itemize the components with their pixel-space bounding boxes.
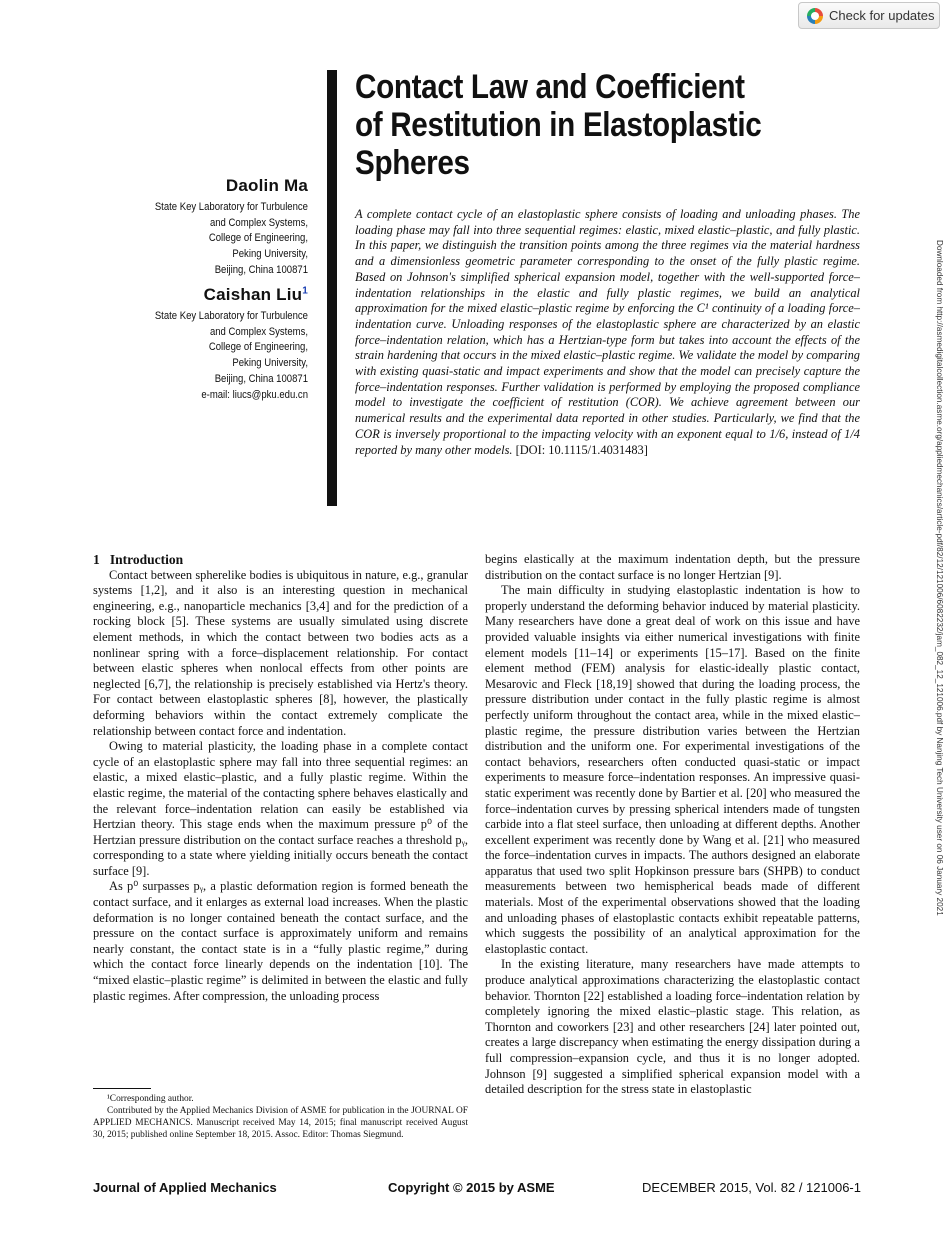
paragraph: The main difficulty in studying elastoplastic indentation is how to properly understand the deforming behavior induced by material plasticity. Many researchers have done a great deal of work on this issue and have provided valuable insights via either numerical investigations with finite element models [11–14] or experiments [15–17]. Based on the finite element method (FEM) analysis for elastic-ideally plastic contact, Mesarovic and Fleck [18,19] showed that during the loading process, the pressure distribution under contact in the fully plastic regime is almost perfectly uniform throughout the contact area, while in the mixed elastic–plastic regime, the pressure distribution varies between the Hertzian distribution and the uniform one. For experimental investigations of the contact behaviors, researchers often conducted quasi-static or impact experiments to measure force–indentation responses. An impressive quasi-static experiment was recently done by Bartier et al. [20] who measured the force–indentation curves by pressing spherical intenders made of tungsten carbide into a flat steel surface, then unloading at different depths. Another excellent experiment was recently done by Wang et al. [21] who measured the force–indentation curves in impacts. The authors designed an elaborate apparatus that used two split Hopkinson pressure bars (SHPB) to conduct measurements between two hemispherical beads made of different materials. Most of the experimental observations showed that the loading and unloading phases of elastoplastic contacts exhibit repeatable patterns, which suggests the possibility of an analytical approximation for the elastoplastic contact. (485, 583, 860, 956)
paragraph: begins elastically at the maximum indentation depth, but the pressure distribution on the contact surface is no longer Hertzian [9]. (485, 552, 860, 582)
footer-journal: Journal of Applied Mechanics (93, 1180, 277, 1195)
title-line: Contact Law and Coefficient (355, 68, 745, 106)
check-for-updates-button[interactable] (798, 2, 940, 29)
paragraph: As p⁰ surpasses pᵧ, a plastic deformation region is formed beneath the contact surface, and it enlarges as external load increases. When the plastic deformation is no longer contained beneath the contact surface, and the pressure on the contact surface is approximately uniform and remains nearly constant, the contact state is in a “fully plastic regime,” during which the contact force linearly depends on the indentation [10]. The “mixed elastic–plastic regime” is delimited in between the elastic and fully plastic regimes. After compression, the unloading process (93, 879, 468, 1003)
footnote-rule (93, 1088, 151, 1089)
column-left (93, 552, 468, 1004)
paragraph: Owing to material plasticity, the loading phase in a complete contact cycle of an elastoplastic sphere may fall into three sequential regimes: an elastic, a mixed elastic–plastic, and a fully plastic regime. Within the elastic regime, the material of the contacting sphere behaves elastically and the relevant force–indentation relation can easily be established via Hertzian theory. This stage ends when the maximum pressure p⁰ of the Hertzian pressure distribution on the contact surface reaches a threshold pᵧ, corresponding to a state where yielding initially occurs beneath the contact surface [9]. (93, 739, 468, 878)
title-line: Spheres (355, 144, 470, 182)
affiliation-line: State Key Laboratory for Turbulence (154, 201, 308, 213)
paper-title (355, 68, 762, 182)
footnotes (93, 1093, 468, 1141)
side-note-text: Downloaded from http://asmedigitalcollection.asme.org/appliedmechanics/article-pdf/82/12/121006/6082232/jam_082_12_121006.pdf by Nanjing Tech University user on 06 January 2021 (935, 240, 944, 916)
footnote-mark[interactable]: 1 (302, 285, 308, 297)
footer-issue: DECEMBER 2015, Vol. 82 / 121006-1 (642, 1180, 861, 1195)
abstract (355, 207, 860, 458)
affiliation-line: Beijing, China 100871 (214, 372, 308, 385)
author-block-1 (90, 176, 308, 279)
author-affiliation (112, 200, 308, 279)
author-email[interactable]: e-mail: liucs@pku.edu.cn (201, 388, 308, 401)
author-name (90, 285, 308, 305)
doi-link[interactable]: [DOI: 10.1115/1.4031483] (515, 442, 648, 457)
footnote: ¹Corresponding author. (107, 1094, 194, 1104)
author-block-2 (90, 285, 308, 403)
affiliation-line: and Complex Systems, (209, 216, 308, 229)
abstract-text: A complete contact cycle of an elastoplastic sphere consists of loading and unloading phases. The loading phase may fall into three sequential regimes: elastic, mixed elastic–plastic, and fully plastic. In this paper, we distinguish the transition points among the three regimes via the material hardness and a dimensionless geometric parameter corresponding to the onset of the fully plastic regime. Based on Johnson's simplified spherical expansion model, together with the well-supported force–indentation relationships in the elastic and fully plastic regimes, we build an analytical approximation for the mixed elastic–plastic regime by enforcing the C¹ continuity of a loading force–indentation curve. Unloading responses of the elastoplastic sphere are characterized by an elastic force–indentation relation, which has a Hertzian-type form but takes into account the effects of the strain hardening that occurs in the mixed elastic–plastic regime. We validate the model by comparing with existing quasi-static and impact experiments and show that the model can precisely capture the force–indentation responses. Further validation is performed by employing the proposed compliance model to investigate the coefficient of restitution (COR). We achieve agreement between our numerical results and the experimental data reported in other studies. Particularly, we find that the COR is inversely proportional to the impacting velocity with an exponent equal to 1/6, instead of 1/4 reported by many other models. (355, 207, 860, 457)
affiliation-line: Beijing, China 100871 (214, 263, 308, 276)
title-line: of Restitution in Elastoplastic (355, 106, 762, 144)
author-name-text: Caishan Liu (203, 285, 303, 304)
affiliation-line: Peking University, (232, 357, 308, 370)
download-side-note (930, 240, 944, 1240)
crossmark-icon (807, 8, 823, 24)
footer-copyright: Copyright © 2015 by ASME (388, 1180, 555, 1195)
affiliation-line: Peking University, (232, 248, 308, 261)
check-for-updates-label: Check for updates (829, 8, 935, 23)
author-affiliation (112, 309, 308, 403)
section-heading (93, 552, 468, 568)
page-footer (93, 1180, 861, 1198)
section-number: 1 (93, 552, 100, 567)
section-title: Introduction (109, 552, 184, 567)
title-rule (327, 70, 337, 506)
affiliation-line: and Complex Systems, (209, 325, 308, 338)
affiliation-line: College of Engineering, (208, 341, 308, 354)
affiliation-line: College of Engineering, (208, 232, 308, 245)
paragraph: In the existing literature, many researchers have made attempts to produce analytical approximations characterizing the elastoplastic contact behavior. Thornton [22] established a loading force–indentation relation by completely ignoring the mixed elastic–plastic stage. This relation, as Thornton and coworkers [23] and other researchers [24] later pointed out, creates a large discrepancy when estimating the energy dissipation during a full compression–expansion cycle, and thus it is no longer adopted. Johnson [9] suggested a simplified spherical expansion model with a detailed description for the stress state in elastoplastic (485, 957, 860, 1097)
author-name: Daolin Ma (225, 176, 308, 195)
affiliation-line: State Key Laboratory for Turbulence (154, 310, 308, 322)
column-right (485, 552, 860, 1098)
footnote: Contributed by the Applied Mechanics Division of ASME for publication in the JOURNAL OF APPLIED MECHANICS. Manuscript received May 14, 2015; final manuscript received August 30, 2015; published online September 18, 2015. Assoc. Editor: Thomas Siegmund. (93, 1106, 468, 1140)
paragraph: Contact between spherelike bodies is ubiquitous in nature, e.g., granular systems [1,2], and it also is an interesting question in mechanical engineering, e.g., nanoparticle mechanics [3,4] and for the prediction of a rocking block [5]. These systems are usually simulated using discrete element methods, in which the contact between two bodies acts as a nonlinear spring with a force–displacement relationship. For contact between elastic spheres when nonlocal effects from other points are neglected [6,7], the relationship is precisely established via Hertz's theory. For contact between elastoplastic spheres [8], however, the plastically deforming behaviors within the contact extremely complicate the relationship between contact force and indentation. (93, 567, 468, 738)
